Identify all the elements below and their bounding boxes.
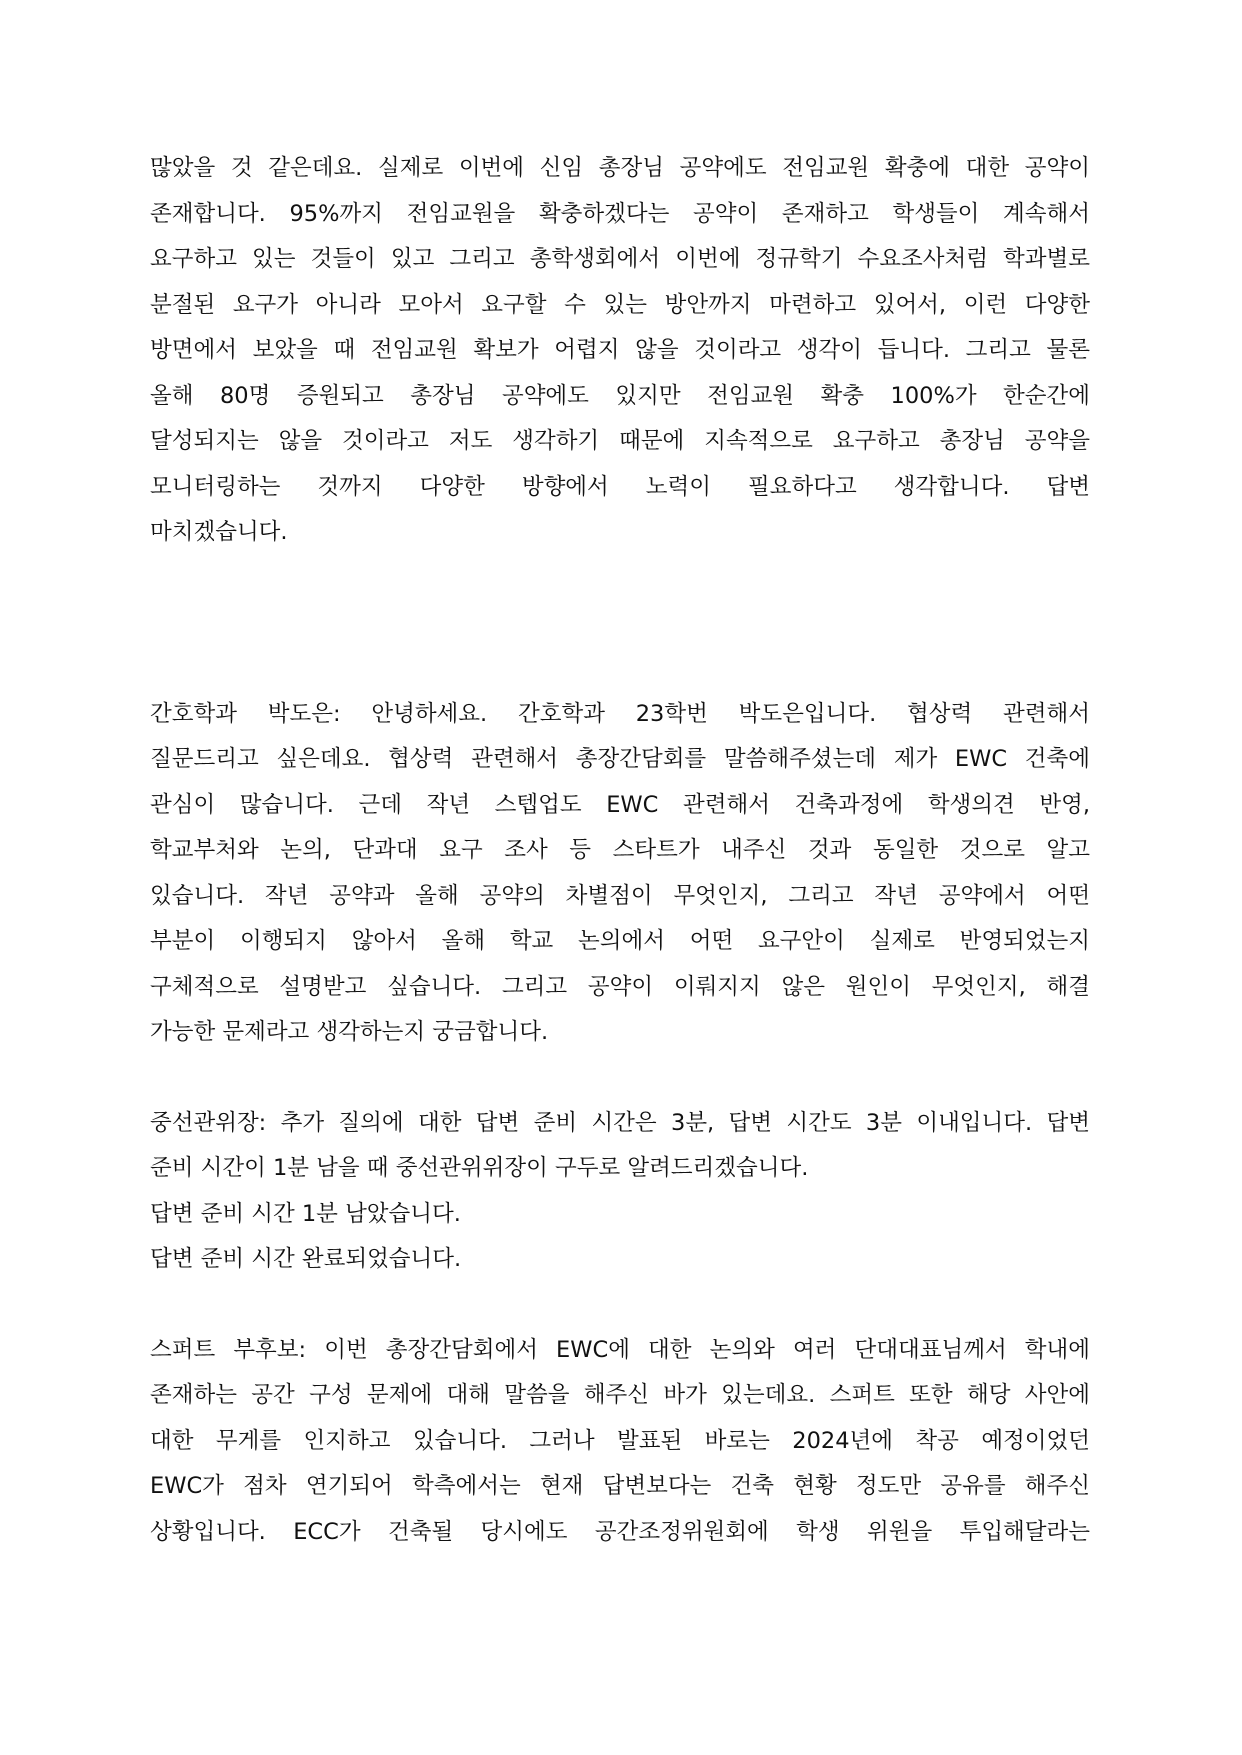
text-line: 요구하고 있는 것들이 있고 그리고 총학생회에서 이번에 정규학기 수요조사처럼 학과별로	[150, 246, 1090, 272]
paragraph-sputt-answer	[150, 1328, 1090, 1556]
text-line: 분절된 요구가 아니라 모아서 요구할 수 있는 방안까지 마련하고 있어서, 이런 다양한	[150, 291, 1090, 318]
text-line: 스퍼트 부후보: 이번 총장간담회에서 EWC에 대한 논의와 여러 단대대표님께서 학내에	[150, 1336, 1090, 1363]
paragraph-election-chair	[150, 1101, 1090, 1283]
text-line: 학교부처와 논의, 단과대 요구 조사 등 스타트가 내주신 것과 동일한 것으로 알고	[150, 837, 1090, 863]
text-line: 존재하는 공간 구성 문제에 대해 말씀을 해주신 바가 있는데요. 스퍼트 또한 해당 사안에	[150, 1382, 1090, 1408]
text-line: 올해 80명 증원되고 총장님 공약에도 있지만 전임교원 확충 100%가 한순간에	[150, 382, 1090, 409]
text-line: 대한 무게를 인지하고 있습니다. 그러나 발표된 바로는 2024년에 착공 예정이었던	[150, 1427, 1090, 1454]
text-line: 구체적으로 설명받고 싶습니다. 그리고 공약이 이뤄지지 않은 원인이 무엇인지, 해결	[150, 973, 1090, 1000]
text-line: 많았을 것 같은데요. 실제로 이번에 신임 총장님 공약에도 전임교원 확충에 대한 공약이	[150, 155, 1090, 181]
text-line: 가능한 문제라고 생각하는지 궁금합니다.	[150, 1019, 549, 1045]
text-line: 방면에서 보았을 때 전임교원 확보가 어렵지 않을 것이라고 생각이 듭니다. 그리고 물론	[150, 337, 1090, 363]
text-line: 간호학과 박도은: 안녕하세요. 간호학과 23학번 박도은입니다. 협상력 관련해서	[150, 700, 1090, 727]
text-line: 존재합니다. 95%까지 전임교원을 확충하겠다는 공약이 존재하고 학생들이 계속해서	[150, 200, 1090, 227]
text-line: EWC가 점차 연기되어 학측에서는 현재 답변보다는 건축 현황 정도만 공유를 해주신	[150, 1473, 1090, 1499]
text-line: 있습니다. 작년 공약과 올해 공약의 차별점이 무엇인지, 그리고 작년 공약에서 어떤	[150, 882, 1090, 909]
document-body	[150, 146, 1090, 1555]
paragraph-spacer	[150, 556, 1090, 692]
text-line: 답변 준비 시간 완료되었습니다.	[150, 1246, 462, 1272]
paragraph-spacer	[150, 1283, 1090, 1328]
text-line: 준비 시간이 1분 남을 때 중선관위위장이 구두로 알려드리겠습니다.	[150, 1155, 809, 1181]
text-line: 부분이 이행되지 않아서 올해 학교 논의에서 어떤 요구안이 실제로 반영되었는지	[150, 928, 1090, 954]
text-line: 마치겠습니다.	[150, 519, 288, 545]
paragraph-spacer	[150, 1056, 1090, 1101]
text-line: 상황입니다. ECC가 건축될 당시에도 공간조정위원회에 학생 위원을 투입해달라는	[150, 1518, 1090, 1545]
text-line: 관심이 많습니다. 근데 작년 스텝업도 EWC 관련해서 건축과정에 학생의견 반영,	[150, 791, 1090, 818]
text-line: 질문드리고 싶은데요. 협상력 관련해서 총장간담회를 말씀해주셨는데 제가 EWC 건축에	[150, 746, 1090, 772]
text-line: 모니터링하는 것까지 다양한 방향에서 노력이 필요하다고 생각합니다. 답변	[150, 473, 1090, 500]
text-line: 달성되지는 않을 것이라고 저도 생각하기 때문에 지속적으로 요구하고 총장님 공약을	[150, 428, 1090, 454]
text-line: 답변 준비 시간 1분 남았습니다.	[150, 1200, 461, 1227]
paragraph-nursing-question	[150, 692, 1090, 1056]
paragraph-answer-continuation	[150, 146, 1090, 556]
text-line: 중선관위장: 추가 질의에 대한 답변 준비 시간은 3분, 답변 시간도 3분 이내입니다. 답변	[150, 1109, 1090, 1136]
